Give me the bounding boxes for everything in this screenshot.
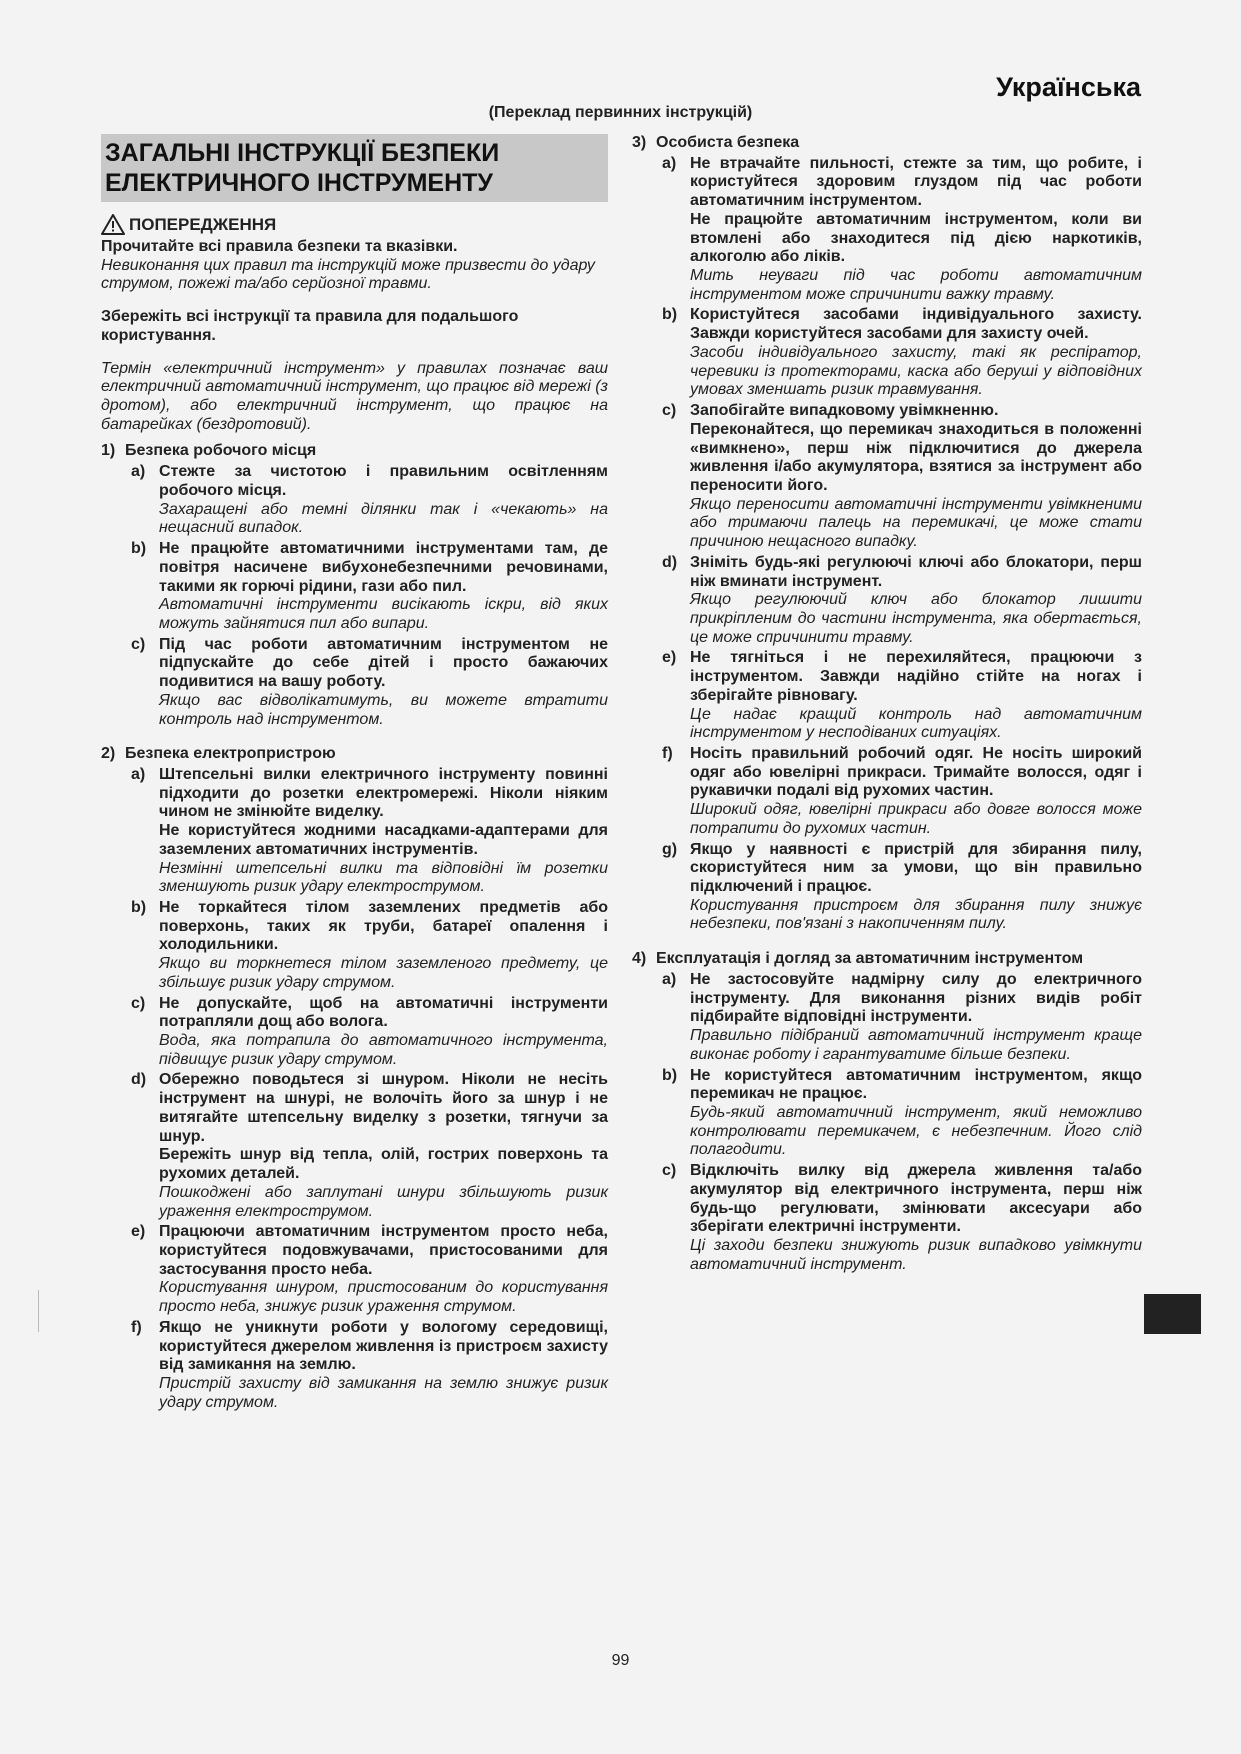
list-item: e) Не тягніться і не перехиляйтеся, працюючи з інструментом. Завжди надійно стійте на ногах і зберігайте рівновагу. Це надає кращий контроль над автоматичним інструментом у несподіваних ситуаціях.	[662, 649, 1142, 742]
list-item: e) Працюючи автоматичним інструментом просто неба, користуйтеся подовжувачами, пристосованими для застосування просто неба. Користування шнуром, пристосованим до користування просто неба, знижує ризик ураження струмом.	[131, 1223, 608, 1316]
list-item: a) Стежте за чистотою і правильним освітленням робочого місця. Захаращені або темні ділянки так і «чекають» на нещасний випадок.	[131, 463, 608, 537]
list-item: d) Обережно поводьтеся зі шнуром. Ніколи не несіть інструмент на шнурі, не волочіть його за шнур і не витягайте штепсельну виделку з розетки, тягнучи за шнур. Бережіть шнур від тепла, олій, гострих поверхонь та рухомих деталей. Пошкоджені або заплутані шнури збільшують ризик ураження електрострумом.	[131, 1071, 608, 1220]
list-item: g) Якщо у наявності є пристрій для збирання пилу, скористуйтеся ним за умови, що він правильно підключений і працює. Користування пристроєм для збирання пилу знижує небезпеки, пов'язані з накопиченням пилу.	[662, 840, 1142, 933]
warning-heading-text: ПОПЕРЕДЖЕННЯ	[129, 214, 277, 234]
section-1-title: 1) Безпека робочого місця	[101, 442, 317, 460]
warning-consequence: Невиконання цих правил та інструкцій може призвести до удару струмом, пожежі та/або серйозної травми.	[101, 256, 595, 293]
list-item: c) Не допускайте, щоб на автоматичні інструменти потрапляли дощ або волога. Вода, яка потрапила до автоматичного інструмента, підвищує ризик удару струмом.	[131, 994, 608, 1068]
list-item: b) Не користуйтеся автоматичним інструментом, якщо перемикач не працює. Будь-який автоматичний інструмент, який неможливо контролювати перемикачем, є небезпечним. Його слід полагодити.	[662, 1066, 1142, 1159]
warning-save: Збережіть всі інструкції та правила для подальшого користування.	[101, 308, 519, 344]
section-4-title: 4) Експлуатація і догляд за автоматичним інструментом	[632, 950, 1084, 968]
right-column	[632, 134, 1142, 1274]
list-item: c) Відключіть вилку від джерела живлення та/або акумулятор від електричного інструмента, перш ніж будь-що регулювати, змінювати аксесуари або зберігати електричні інструменти. Ці заходи безпеки знижують ризик випадково увімкнути автоматичний інструмент.	[662, 1162, 1142, 1273]
left-column	[101, 134, 608, 1412]
warning-heading	[101, 214, 608, 235]
list-item: b) Не працюйте автоматичними інструментами там, де повітря насичене вибухонебезпечними речовинами, такими як горючі рідини, гази або пил. Автоматичні інструменти висікають іскри, від яких можуть зайнятися пил або випари.	[131, 540, 608, 632]
section-3-title: 3) Особиста безпека	[632, 134, 800, 151]
section-2-title: 2) Безпека електропристрою	[101, 745, 336, 763]
margin-mark	[38, 1290, 39, 1332]
page-number: 99	[611, 1652, 630, 1669]
list-item: f) Якщо не уникнути роботи у вологому середовищі, користуйтеся джерелом живлення із пристроєм захисту від замикання на землю. Пристрій захисту від замикання на землю знижує ризик удару струмом.	[131, 1318, 608, 1411]
list-item: f) Носіть правильний робочий одяг. Не носіть широкий одяг або ювелірні прикраси. Тримайте волосся, одяг і рукавички подалі від рухомих частин. Широкий одяг, ювелірні прикраси або довге волосся може потрапити до рухомих частин.	[662, 745, 1142, 837]
language-label: Українська	[996, 72, 1141, 102]
list-item: c) Запобігайте випадковому увімкненню. Переконайтеся, що перемикач знаходиться в положенні «вимкнено», перш ніж підключитися до джерела живлення і/або акумулятора, взятися за інструмент або переносити його. Якщо переносити автоматичні інструменти увімкненими або тримаючи палець на перемикачі, це може стати причиною нещасного випадку.	[662, 402, 1142, 551]
warning-term: Термін «електричний інструмент» у правилах позначає ваш електричний автоматичний інструмент, що працює від мережі (з дротом), або електричний інструмент, що працює на батарейках (бездротовий).	[101, 359, 608, 433]
section-thumb-tab	[1144, 1294, 1201, 1334]
list-item: d) Зніміть будь-які регулюючі ключі або блокатори, перш ніж вминати інструмент. Якщо регулюючий ключ або блокатор лишити прикріпленим до частини інструмента, яка обертається, це може спричинити травму.	[662, 553, 1142, 646]
translation-note: (Переклад первинних інструкцій)	[488, 104, 753, 121]
list-item: a) Штепсельні вилки електричного інструменту повинні підходити до розетки електромережі. Ніколи ніяким чином не змінюйте виделку. Не користуйтеся жодними насадками-адаптерами для заземлених автоматичних інструментів. Незмінні штепсельні вилки та відповідні їм розетки зменшують ризик удару електрострумом.	[131, 765, 608, 896]
list-item: b) Користуйтеся засобами індивідуального захисту. Завжди користуйтеся засобами для захисту очей. Засоби індивідуального захисту, такі як респіратор, черевики із протекторами, каска або беруші у відповідних умовах зменшать ризик травмування.	[662, 306, 1142, 399]
list-item: a) Не втрачайте пильності, стежте за тим, що робите, і користуйтеся здоровим глуздом під час роботи автоматичним інструментом. Не працюйте автоматичним інструментом, коли ви втомлені або знаходитеся під дією наркотиків, алкоголю або ліків. Мить неуваги під час роботи автоматичним інструментом може спричинити важку травму.	[662, 154, 1142, 303]
list-item: c) Під час роботи автоматичним інструментом не підпускайте до себе дітей і просто бажаючих подивитися на вашу роботу. Якщо вас відволікатимуть, ви можете втратити контроль над інструментом.	[131, 635, 608, 728]
warning-triangle-icon	[101, 214, 125, 235]
warning-read-all: Прочитайте всі правила безпеки та вказівки.	[101, 238, 458, 255]
list-item: a) Не застосовуйте надмірну силу до електричного інструменту. Для виконання різних видів робіт підбирайте відповідні інструменти. Правильно підібраний автоматичний інструмент краще виконає роботу і гарантуватиме більше безпеки.	[662, 970, 1142, 1063]
list-item: b) Не торкайтеся тілом заземлених предметів або поверхонь, таких як труби, батареї опалення і холодильники. Якщо ви торкнетеся тілом заземленого предмету, це збільшує ризик удару струмом.	[131, 899, 608, 991]
page-title: ЗАГАЛЬНІ ІНСТРУКЦІЇ БЕЗПЕКИ ЕЛЕКТРИЧНОГО ІНСТРУМЕНТУ	[101, 134, 608, 202]
